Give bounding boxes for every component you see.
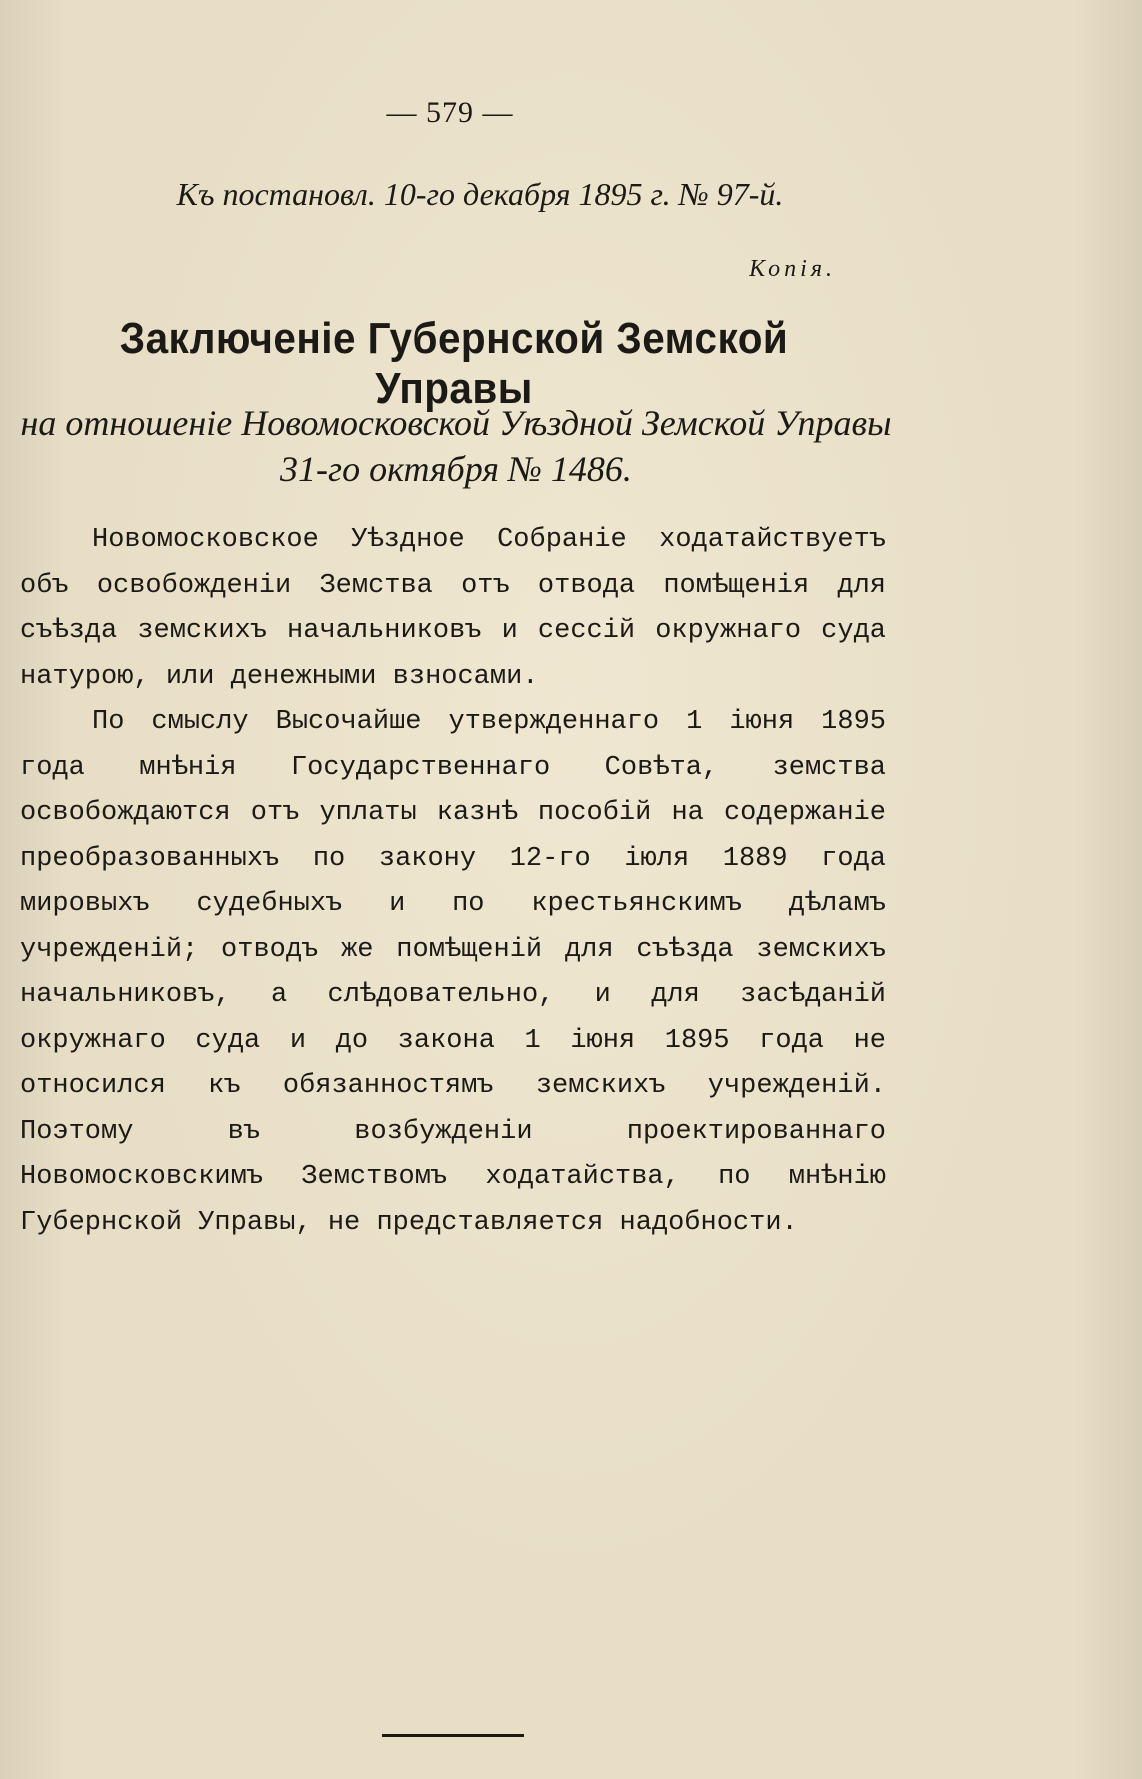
document-subtitle [20,400,892,492]
document-title: Заключеніе Губернской Земской Управы [119,314,789,413]
resolution-reference: Къ постановл. 10-го декабря 1895 г. № 97-й. [176,176,784,212]
page-number: — 579 — [386,96,514,129]
section-divider [382,1734,524,1737]
document-body [20,518,886,1246]
subtitle-line-2: 31-го октября № 1486. [280,449,632,489]
subtitle-line-1: на отношеніе Новомосковской Уѣздной Земской Управы [20,403,892,443]
paragraph-1: Новомосковское Уѣздное Собраніе ходатайствуетъ объ освобожденіи Земства отъ отвода помѣщенія для съѣзда земскихъ начальниковъ и сессій окружнаго суда натурою, или денежными взносами. [20,525,886,692]
paragraph-2: По смыслу Высочайше утвержденнаго 1 іюня 1895 года мнѣнія Государственнаго Совѣта, земства освобождаются отъ уплаты казнѣ пособій на содержаніе преобразованныхъ по закону 12-го іюля 1889 года мировыхъ судебныхъ и по крестьянскимъ дѣламъ учрежденій; отводъ же помѣщеній для съѣзда земскихъ начальниковъ, а слѣдовательно, и для засѣданій окружнаго суда и до закона 1 іюня 1895 года не относился къ обязанностямъ земскихъ учрежденій. Поэтому въ возбужденіи проектированнаго Новомосковскимъ Земствомъ ходатайства, по мнѣнію Губернской Управы, не представляется надобности. [20,707,886,1238]
copy-label: Копія. [749,256,836,282]
